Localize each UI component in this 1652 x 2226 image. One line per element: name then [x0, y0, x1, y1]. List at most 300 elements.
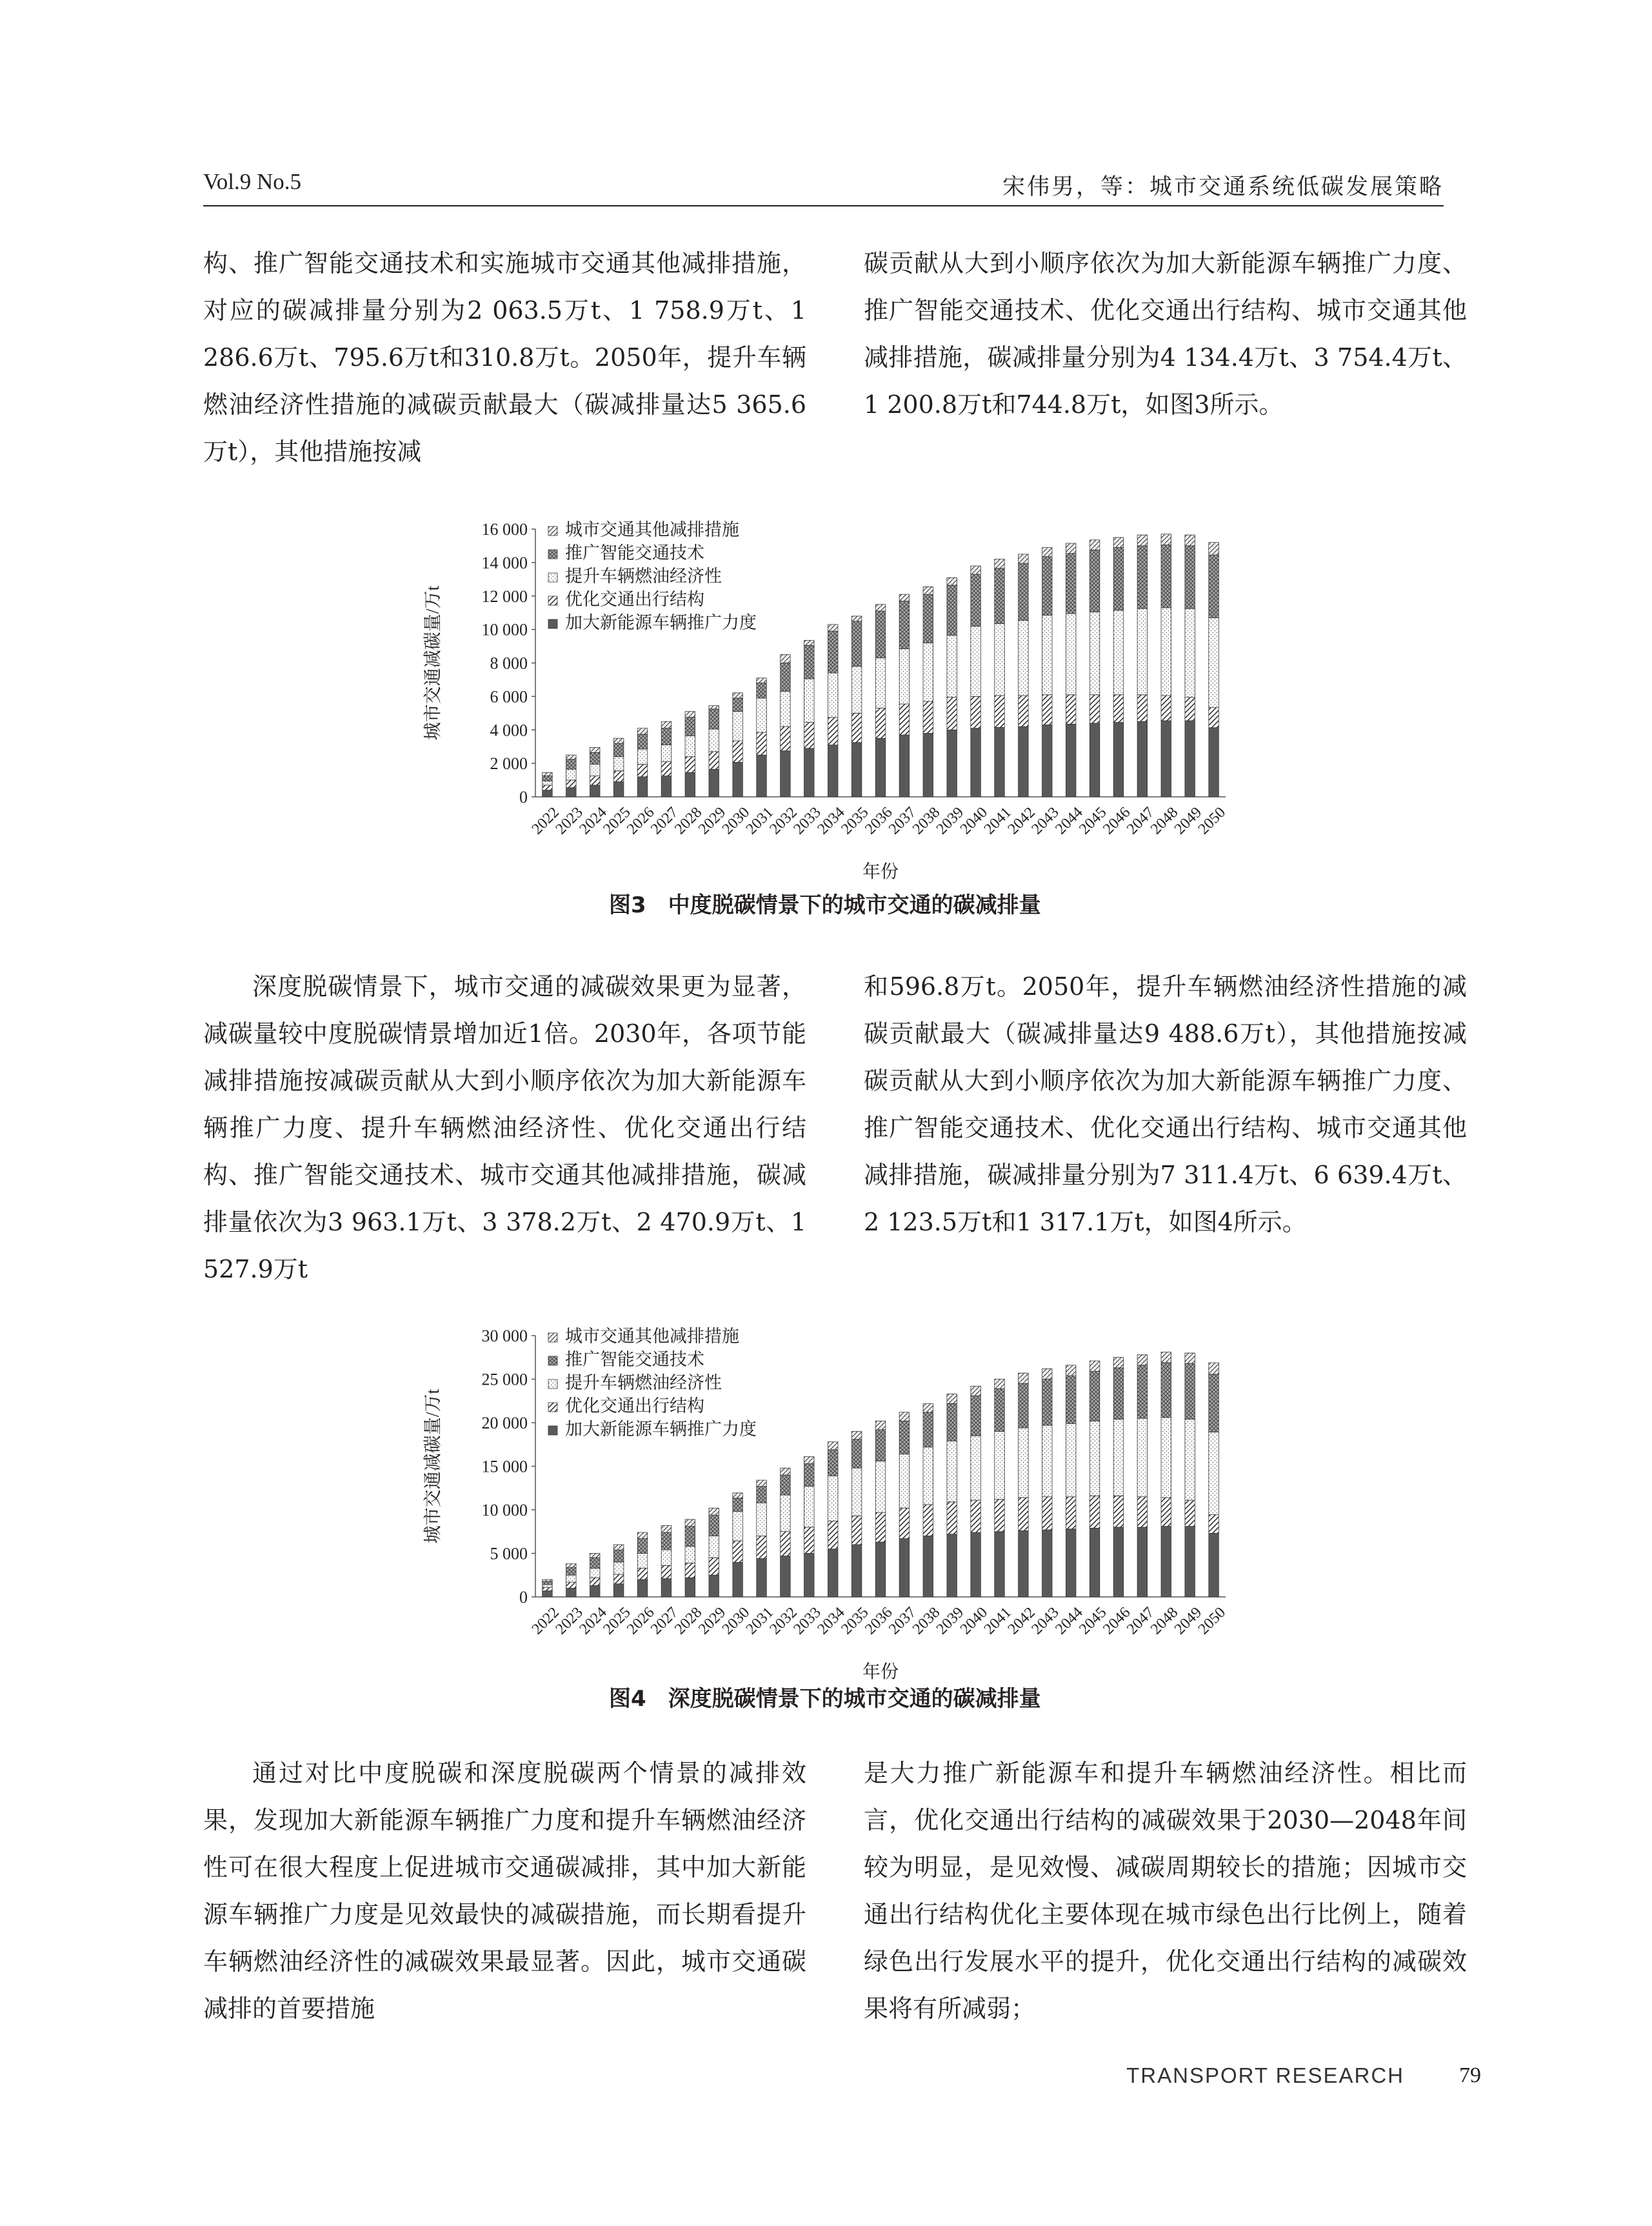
x-tick-label: 2045 — [1076, 1604, 1110, 1638]
bar-segment — [1042, 557, 1052, 616]
x-tick-label: 2049 — [1171, 1604, 1206, 1638]
bar-segment — [709, 752, 719, 769]
bar-segment — [1113, 537, 1123, 548]
bar-segment — [1042, 616, 1052, 695]
x-tick-label: 2039 — [933, 1604, 968, 1638]
x-tick-label: 2036 — [862, 804, 896, 838]
x-tick-label: 2027 — [648, 1604, 682, 1638]
bar-segment — [828, 1549, 837, 1597]
bar-segment — [1042, 548, 1052, 557]
x-tick-label: 2037 — [886, 1604, 920, 1638]
bar-segment — [899, 735, 909, 797]
bar-segment — [875, 738, 885, 797]
bar-segment — [590, 1554, 599, 1558]
x-tick-label: 2023 — [552, 1604, 586, 1638]
bottom-left-column — [203, 1750, 806, 2032]
x-tick-label: 2033 — [790, 1604, 824, 1638]
bar-segment — [757, 678, 766, 683]
bar-segment — [828, 1442, 837, 1450]
bar-segment — [1137, 608, 1147, 695]
bar-segment — [971, 574, 980, 626]
bar-segment — [757, 1536, 766, 1559]
y-tick-label: 2 000 — [490, 754, 528, 774]
bar-segment — [1113, 610, 1123, 695]
bar-segment — [613, 782, 623, 797]
bar-segment — [685, 1578, 695, 1597]
x-axis-title: 年份 — [862, 1662, 899, 1682]
bar-segment — [1185, 1353, 1195, 1363]
bar-segment — [542, 772, 552, 776]
bar-segment — [899, 648, 909, 704]
bar-segment — [733, 1493, 742, 1498]
bar-segment — [1113, 723, 1123, 797]
bar-segment — [661, 1525, 671, 1532]
bar-segment — [757, 1503, 766, 1536]
bar-segment — [1209, 1533, 1219, 1597]
x-tick-label: 2034 — [814, 1604, 848, 1638]
figure-title: 中度脱碳情景下的城市交通的碳减排量 — [668, 892, 1041, 918]
paragraph: 通过对比中度脱碳和深度脱碳两个情景的减排效果，发现加大新能源车辆推广力度和提升车辆燃油经济性可在很大程度上促进城市交通碳减排，其中加大新能源车辆推广力度是见效最快的减碳措施，而长期看提升车辆燃油经济性的减碳效果最显著。因此，城市交通碳减排的首要措施 — [203, 1759, 806, 2023]
bar-segment — [781, 751, 790, 797]
bar-segment — [1209, 1363, 1219, 1374]
bar-segment — [1090, 550, 1099, 612]
bar-segment — [566, 755, 576, 759]
legend-label: 城市交通其他减排措施 — [565, 1327, 739, 1346]
bar-segment — [971, 566, 980, 574]
bar-segment — [590, 1578, 599, 1585]
header-rule — [203, 205, 1444, 206]
bar-segment — [995, 559, 1004, 568]
bar-segment — [661, 1565, 671, 1578]
bar-segment — [804, 1487, 814, 1527]
figure-3-caption — [609, 887, 1041, 919]
legend-label: 提升车辆燃油经济性 — [565, 1373, 722, 1392]
bar-segment — [637, 1539, 647, 1554]
bar-segment — [1137, 1497, 1147, 1527]
bar-segment — [1161, 721, 1171, 797]
bar-segment — [661, 721, 671, 728]
legend-label: 推广智能交通技术 — [565, 1350, 704, 1369]
bar-segment — [1113, 1496, 1123, 1527]
bar-segment — [1209, 708, 1219, 728]
journal-name: TRANSPORT RESEARCH — [1126, 2063, 1404, 2087]
x-tick-label: 2031 — [742, 804, 777, 838]
x-tick-label: 2050 — [1195, 1604, 1229, 1638]
x-tick-label: 2046 — [1100, 1604, 1134, 1638]
bar-segment — [875, 1512, 885, 1542]
bar-segment — [923, 587, 933, 594]
bar-segment — [1066, 1529, 1075, 1597]
bar-segment — [851, 616, 861, 621]
y-tick-label: 12 000 — [481, 587, 528, 606]
bar-segment — [995, 624, 1004, 696]
bar-segment — [542, 1579, 552, 1581]
bar-segment — [542, 1591, 552, 1597]
bar-segment — [613, 1574, 623, 1584]
x-tick-label: 2037 — [886, 804, 920, 838]
x-tick-label: 2041 — [980, 804, 1015, 838]
running-title: 宋伟男，等：城市交通系统低碳发展策略 — [1002, 174, 1444, 200]
legend-swatch — [548, 596, 557, 605]
bar-segment — [995, 1379, 1004, 1389]
bar-segment — [613, 1562, 623, 1574]
bar-segment — [971, 1436, 980, 1500]
bar-segment — [851, 1545, 861, 1597]
bar-segment — [1209, 1374, 1219, 1432]
bar-segment — [1185, 1500, 1195, 1527]
bar-segment — [685, 736, 695, 756]
bar-segment — [1042, 1379, 1052, 1426]
bar-segment — [709, 1536, 719, 1558]
bar-segment — [1090, 695, 1099, 723]
bar-segment — [1137, 1365, 1147, 1418]
bar-segment — [1185, 721, 1195, 797]
bar-segment — [542, 1581, 552, 1585]
bar-segment — [947, 1403, 957, 1441]
bar-segment — [637, 1554, 647, 1569]
bar-segment — [1185, 1363, 1195, 1419]
bar-segment — [1185, 1419, 1195, 1501]
bar-segment — [685, 772, 695, 797]
bar-segment — [757, 1559, 766, 1597]
bar-segment — [1090, 1371, 1099, 1421]
bar-segment — [613, 771, 623, 782]
bar-segment — [875, 605, 885, 611]
bar-segment — [995, 1389, 1004, 1431]
x-tick-label: 2028 — [672, 804, 706, 838]
paragraph: 构、推广智能交通技术和实施城市交通其他减排措施，对应的碳减排量分别为2 063.5万t、1 758.9万t、1 286.6万t、795.6万t和310.8万t。2050年，提升车辆燃油经济性措施的减碳贡献最大（碳减排量达5 365.6万t），其他措施按减 — [203, 249, 806, 466]
x-tick-label: 2027 — [648, 804, 682, 838]
x-tick-label: 2043 — [1028, 1604, 1062, 1638]
bar-segment — [542, 790, 552, 797]
bar-segment — [637, 728, 647, 734]
bar-segment — [923, 701, 933, 733]
bar-segment — [1090, 612, 1099, 694]
top-right-column — [864, 240, 1467, 428]
bar-segment — [685, 717, 695, 736]
y-tick-label: 8 000 — [490, 654, 528, 673]
x-tick-label: 2028 — [672, 1604, 706, 1638]
bar-segment — [661, 1532, 671, 1550]
bar-segment — [757, 732, 766, 755]
paragraph: 是大力推广新能源车和提升车辆燃油经济性。相比而言，优化交通出行结构的减碳效果于2030—2048年间较为明显，是见效慢、减碳周期较长的措施；因城市交通出行结构优化主要体现在城市绿色出行比例上，随着绿色出行发展水平的提升，优化交通出行结构的减碳效果将有所减弱； — [864, 1759, 1467, 2023]
bar-segment — [1209, 728, 1219, 797]
bar-segment — [971, 696, 980, 728]
x-tick-label: 2040 — [957, 1604, 991, 1638]
legend-swatch — [548, 550, 557, 559]
bar-segment — [828, 1521, 837, 1549]
bar-segment — [1042, 1369, 1052, 1379]
bar-segment — [590, 776, 599, 785]
x-tick-label: 2050 — [1195, 804, 1229, 838]
x-tick-label: 2025 — [600, 804, 634, 838]
bar-segment — [590, 1558, 599, 1568]
legend-label: 推广智能交通技术 — [565, 543, 704, 563]
bar-segment — [1066, 614, 1075, 695]
x-tick-label: 2039 — [933, 804, 968, 838]
bar-segment — [733, 1541, 742, 1562]
y-tick-label: 10 000 — [481, 620, 528, 639]
bar-segment — [1066, 724, 1075, 797]
x-tick-label: 2024 — [576, 804, 610, 838]
bar-segment — [661, 1550, 671, 1565]
x-tick-label: 2030 — [719, 804, 753, 838]
x-tick-label: 2033 — [790, 804, 824, 838]
bar-segment — [733, 762, 742, 797]
legend-label: 加大新能源车辆推广力度 — [565, 613, 757, 632]
figure-4-chart — [413, 1316, 1251, 1684]
bar-segment — [685, 712, 695, 717]
bar-segment — [613, 738, 623, 743]
bar-segment — [875, 1430, 885, 1461]
x-tick-label: 2042 — [1004, 1604, 1039, 1638]
y-tick-label: 0 — [519, 1588, 528, 1607]
bar-segment — [899, 1508, 909, 1538]
x-tick-label: 2044 — [1052, 1604, 1086, 1638]
bar-segment — [947, 1441, 957, 1502]
bar-segment — [804, 1527, 814, 1554]
bar-segment — [661, 745, 671, 762]
bar-segment — [685, 757, 695, 773]
bar-segment — [1019, 620, 1028, 696]
x-tick-label: 2038 — [910, 1604, 944, 1638]
paragraph: 和596.8万t。2050年，提升车辆燃油经济性措施的减碳贡献最大（碳减排量达9 488.6万t），其他措施按减碳贡献从大到小顺序依次为加大新能源车辆推广力度、推广智能交通技术、优化交通出行结构、城市交通其他减排措施，碳减排量分别为7 311.4万t、6 639.4万t、2 123.5万t和1 317.1万t，如图4所示。 — [864, 972, 1467, 1236]
y-tick-label: 25 000 — [481, 1370, 528, 1389]
x-tick-label: 2048 — [1147, 804, 1182, 838]
bar-segment — [828, 1450, 837, 1476]
bar-segment — [971, 626, 980, 696]
legend-swatch — [548, 1333, 557, 1342]
bar-segment — [757, 1480, 766, 1486]
bar-segment — [851, 667, 861, 714]
bar-segment — [685, 1563, 695, 1578]
bar-segment — [566, 1582, 576, 1588]
x-tick-label: 2026 — [624, 804, 658, 838]
bar-segment — [947, 730, 957, 797]
legend-swatch — [548, 1426, 557, 1435]
bar-segment — [1019, 1428, 1028, 1498]
journal-volume: Vol.9 No.5 — [203, 169, 302, 194]
bar-segment — [1161, 1418, 1171, 1498]
bar-segment — [613, 1545, 623, 1550]
bar-segment — [1019, 1383, 1028, 1428]
bar-segment — [733, 1562, 742, 1597]
bar-segment — [1113, 1368, 1123, 1419]
bar-segment — [804, 748, 814, 797]
bar-segment — [804, 1463, 814, 1486]
bar-segment — [566, 780, 576, 788]
legend-swatch — [548, 619, 557, 628]
y-axis-title: 城市交通减碳量/万t — [423, 1389, 443, 1544]
bar-segment — [1137, 1418, 1147, 1497]
bar-segment — [781, 692, 790, 727]
bar-segment — [1019, 696, 1028, 727]
bar-segment — [733, 741, 742, 762]
bar-segment — [923, 733, 933, 797]
bar-segment — [566, 788, 576, 797]
legend-swatch — [548, 1403, 557, 1412]
legend-label: 城市交通其他减排措施 — [565, 520, 739, 539]
bar-segment — [851, 1516, 861, 1545]
y-tick-label: 10 000 — [481, 1501, 528, 1519]
bar-segment — [781, 727, 790, 751]
bar-segment — [1019, 554, 1028, 563]
bar-segment — [923, 1403, 933, 1412]
bar-segment — [971, 728, 980, 797]
bar-segment — [875, 658, 885, 708]
bar-segment — [542, 781, 552, 785]
y-tick-label: 5 000 — [490, 1544, 528, 1563]
bar-segment — [685, 1527, 695, 1547]
bar-segment — [781, 1495, 790, 1532]
x-tick-label: 2029 — [695, 804, 730, 838]
x-tick-label: 2035 — [838, 804, 872, 838]
x-tick-label: 2032 — [766, 804, 801, 838]
bar-segment — [637, 777, 647, 797]
bar-segment — [1066, 1423, 1075, 1496]
bar-segment — [1137, 1527, 1147, 1597]
bar-segment — [1042, 725, 1052, 797]
bar-segment — [1161, 608, 1171, 696]
bar-segment — [851, 1439, 861, 1469]
bar-segment — [1185, 546, 1195, 608]
bar-segment — [899, 704, 909, 735]
bar-segment — [1137, 721, 1147, 797]
bar-segment — [709, 1575, 719, 1597]
bar-segment — [1137, 546, 1147, 608]
figure-3-chart — [413, 510, 1251, 884]
bar-segment — [971, 1386, 980, 1396]
bar-segment — [1209, 543, 1219, 555]
bar-segment — [613, 743, 623, 757]
bar-segment — [1161, 1498, 1171, 1527]
x-tick-label: 2045 — [1076, 804, 1110, 838]
y-tick-label: 0 — [519, 788, 528, 807]
bar-segment — [709, 1508, 719, 1515]
y-tick-label: 20 000 — [481, 1414, 528, 1432]
x-tick-label: 2042 — [1004, 804, 1039, 838]
bar-segment — [781, 1468, 790, 1475]
bar-segment — [590, 1585, 599, 1597]
bar-segment — [947, 1394, 957, 1403]
bar-segment — [995, 1432, 1004, 1499]
bar-segment — [1161, 1352, 1171, 1363]
bar-segment — [566, 759, 576, 770]
bar-segment — [1019, 1530, 1028, 1597]
bar-segment — [851, 713, 861, 742]
bar-segment — [1066, 543, 1075, 554]
bar-segment — [828, 717, 837, 745]
bar-segment — [733, 711, 742, 741]
bar-segment — [566, 1564, 576, 1567]
bar-segment — [661, 762, 671, 776]
bar-segment — [851, 1468, 861, 1516]
bar-segment — [828, 631, 837, 673]
x-tick-label: 2024 — [576, 1604, 610, 1638]
bar-segment — [1019, 1373, 1028, 1383]
bar-segment — [828, 625, 837, 631]
x-tick-label: 2035 — [838, 1604, 872, 1638]
y-tick-label: 14 000 — [481, 553, 528, 572]
x-tick-label: 2048 — [1147, 1604, 1182, 1638]
bar-segment — [1090, 1421, 1099, 1496]
bar-segment — [1113, 695, 1123, 723]
bar-segment — [542, 1585, 552, 1587]
bar-segment — [804, 640, 814, 645]
bar-segment — [733, 1498, 742, 1512]
figure-4-caption — [609, 1681, 1041, 1712]
bottom-right-column — [864, 1750, 1467, 2032]
bar-segment — [709, 1515, 719, 1536]
bar-segment — [899, 1454, 909, 1509]
bar-segment — [923, 643, 933, 701]
x-tick-label: 2047 — [1124, 804, 1158, 838]
x-tick-label: 2031 — [742, 1604, 777, 1638]
bar-segment — [1209, 617, 1219, 707]
bar-segment — [1185, 608, 1195, 697]
bar-segment — [1113, 1419, 1123, 1496]
bar-segment — [1090, 540, 1099, 550]
bar-segment — [733, 698, 742, 712]
bar-segment — [1042, 1497, 1052, 1530]
bar-segment — [637, 764, 647, 776]
bar-segment — [637, 734, 647, 749]
bar-segment — [590, 752, 599, 764]
bar-segment — [637, 749, 647, 764]
x-axis-title: 年份 — [862, 862, 899, 882]
bar-segment — [995, 568, 1004, 624]
paragraph: 深度脱碳情景下，城市交通的减碳效果更为显著，减碳量较中度脱碳情景增加近1倍。2030年，各项节能减排措施按减碳贡献从大到小顺序依次为加大新能源车辆推广力度、提升车辆燃油经济性、优化交通出行结构、推广智能交通技术、城市交通其他减排措施，碳减排量依次为3 963.1万t、3 378.2万t、2 470.9万t、1 527.9万t — [203, 972, 806, 1283]
bar-segment — [781, 663, 790, 692]
y-tick-label: 6 000 — [490, 687, 528, 707]
bar-segment — [1161, 534, 1171, 545]
bar-segment — [947, 577, 957, 585]
middle-left-column — [203, 963, 806, 1293]
bar-segment — [542, 785, 552, 790]
bar-segment — [923, 594, 933, 643]
bar-segment — [613, 1550, 623, 1562]
figure-number: 图4 — [609, 1686, 646, 1712]
page-number: 79 — [1459, 2063, 1481, 2087]
bar-segment — [804, 645, 814, 679]
x-tick-label: 2029 — [695, 1604, 730, 1638]
bar-segment — [1019, 727, 1028, 797]
legend-swatch — [548, 1379, 557, 1389]
bar-segment — [613, 757, 623, 771]
bar-segment — [1209, 1515, 1219, 1534]
bar-segment — [1090, 1528, 1099, 1597]
bar-segment — [947, 1534, 957, 1597]
bar-segment — [637, 1532, 647, 1538]
x-tick-label: 2022 — [528, 1604, 563, 1638]
y-tick-label: 4 000 — [490, 721, 528, 740]
x-tick-label: 2038 — [910, 804, 944, 838]
bar-segment — [923, 1412, 933, 1447]
bar-segment — [875, 1542, 885, 1597]
bar-segment — [923, 1505, 933, 1536]
x-tick-label: 2041 — [980, 1604, 1015, 1638]
bar-segment — [637, 1568, 647, 1579]
bar-segment — [1066, 1365, 1075, 1376]
x-tick-label: 2040 — [957, 804, 991, 838]
bar-segment — [709, 706, 719, 709]
bar-segment — [899, 1412, 909, 1421]
bar-segment — [1185, 1527, 1195, 1597]
bar-segment — [1161, 1527, 1171, 1597]
x-tick-label: 2030 — [719, 1604, 753, 1638]
paragraph: 碳贡献从大到小顺序依次为加大新能源车辆推广力度、推广智能交通技术、优化交通出行结构、城市交通其他减排措施，碳减排量分别为4 134.4万t、3 754.4万t、1 200.8万t和744.8万t，如图3所示。 — [864, 249, 1467, 419]
bar-segment — [995, 696, 1004, 727]
